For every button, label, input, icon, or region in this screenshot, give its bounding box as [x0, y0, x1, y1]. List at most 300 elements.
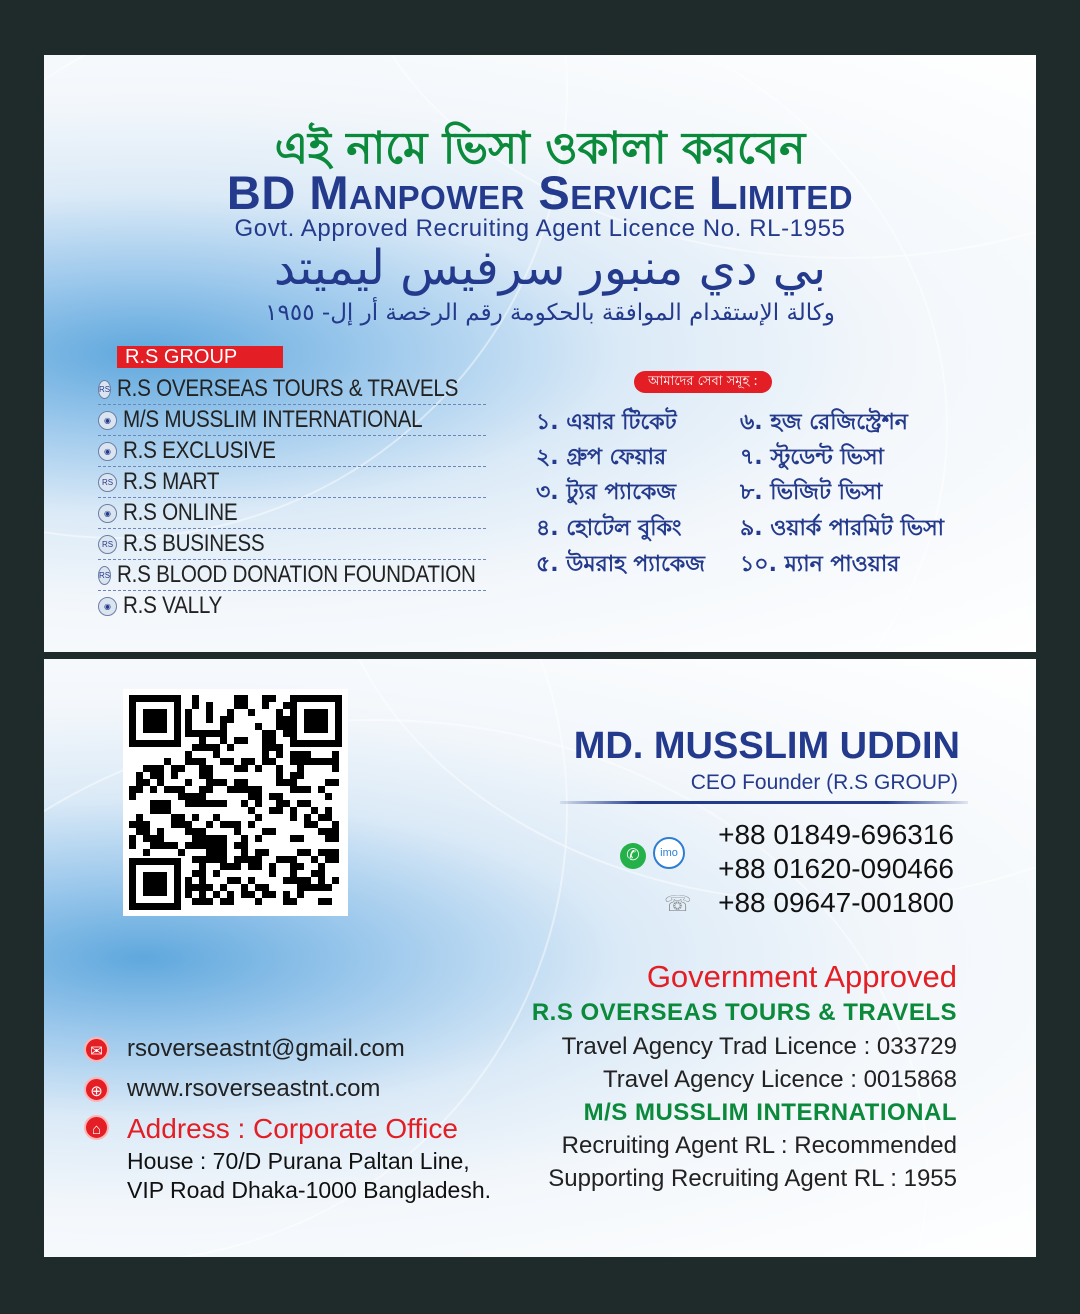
- qr-module: [262, 758, 269, 765]
- qr-module: [311, 884, 318, 891]
- service-item: ৩. ট্যুর প্যাকেজ: [536, 480, 677, 505]
- qr-module: [297, 800, 304, 807]
- qr-module: [199, 800, 206, 807]
- qr-module: [290, 814, 297, 821]
- qr-module: [185, 842, 192, 849]
- qr-module: [262, 891, 269, 898]
- qr-module: [276, 765, 283, 772]
- qr-module: [206, 835, 213, 842]
- qr-module: [220, 863, 227, 870]
- qr-module: [199, 765, 206, 772]
- qr-module: [157, 800, 164, 807]
- qr-module: [171, 814, 178, 821]
- qr-module: [269, 863, 276, 870]
- qr-module: [283, 702, 290, 709]
- qr-module: [227, 877, 234, 884]
- qr-module: [276, 723, 283, 730]
- qr-module: [248, 891, 255, 898]
- qr-module: [297, 758, 304, 765]
- qr-module: [213, 835, 220, 842]
- qr-module: [248, 709, 255, 716]
- service-item: ৪. হোটেল বুকিং: [536, 516, 682, 541]
- qr-module: [290, 807, 297, 814]
- qr-module: [129, 842, 136, 849]
- qr-module: [206, 800, 213, 807]
- qr-module: [255, 793, 262, 800]
- qr-module: [269, 744, 276, 751]
- qr-module: [185, 723, 192, 730]
- email-icon: ✉: [84, 1037, 109, 1062]
- qr-module: [297, 835, 304, 842]
- qr-module: [129, 793, 136, 800]
- qr-module: [241, 849, 248, 856]
- phone-number[interactable]: +88 01620-090466: [718, 853, 954, 884]
- globe-logo-icon: ◉: [98, 442, 117, 461]
- qr-module: [241, 842, 248, 849]
- qr-module: [192, 884, 199, 891]
- qr-module: [311, 870, 318, 877]
- qr-module: [276, 751, 283, 758]
- qr-module: [143, 835, 150, 842]
- qr-module: [220, 821, 227, 828]
- qr-module: [136, 772, 143, 779]
- qr-module: [150, 786, 157, 793]
- qr-module: [325, 793, 332, 800]
- arabic-licence-line: وكالة الإستقدام الموافقة بالحكومة رقم الرخصة أر إل- ١٩٥٥: [265, 300, 835, 326]
- qr-module: [241, 758, 248, 765]
- service-item: ১. এয়ার টিকেট: [536, 410, 677, 435]
- qr-module: [269, 695, 276, 702]
- qr-module: [248, 758, 255, 765]
- trade-licence: Travel Agency Trad Licence : 033729: [561, 1033, 957, 1060]
- qr-module: [297, 877, 304, 884]
- card-back: [44, 659, 1036, 1257]
- qr-module: [269, 737, 276, 744]
- qr-module: [241, 695, 248, 702]
- qr-module: [143, 828, 150, 835]
- qr-module: [199, 842, 206, 849]
- qr-module: [241, 835, 248, 842]
- qr-module: [164, 758, 171, 765]
- qr-module: [199, 772, 206, 779]
- qr-module: [206, 702, 213, 709]
- qr-module: [206, 842, 213, 849]
- qr-module: [241, 856, 248, 863]
- qr-module: [241, 702, 248, 709]
- email-address[interactable]: rsoverseastnt@gmail.com: [127, 1035, 405, 1062]
- qr-module: [332, 856, 339, 863]
- recruiting-licence: Recruiting Agent RL : Recommended: [561, 1132, 957, 1159]
- qr-module: [234, 702, 241, 709]
- qr-module: [192, 793, 199, 800]
- qr-module: [241, 800, 248, 807]
- list-item: RS R.S MART: [98, 468, 486, 498]
- qr-module: [290, 786, 297, 793]
- qr-module: [206, 849, 213, 856]
- qr-module: [241, 786, 248, 793]
- qr-module: [213, 849, 220, 856]
- qr-module: [213, 730, 220, 737]
- qr-module: [206, 744, 213, 751]
- qr-module: [283, 877, 290, 884]
- qr-module: [199, 884, 206, 891]
- card-front: [44, 55, 1036, 652]
- qr-module: [199, 737, 206, 744]
- qr-module: [143, 779, 150, 786]
- list-item: ◉ R.S ONLINE: [98, 499, 486, 529]
- qr-module: [241, 765, 248, 772]
- qr-module: [185, 891, 192, 898]
- qr-module: [332, 821, 339, 828]
- qr-module: [304, 800, 311, 807]
- qr-module: [234, 821, 241, 828]
- qr-module: [220, 835, 227, 842]
- qr-module: [206, 884, 213, 891]
- qr-module: [213, 744, 220, 751]
- qr-module: [213, 856, 220, 863]
- qr-module: [262, 744, 269, 751]
- qr-module: [290, 772, 297, 779]
- qr-module: [290, 870, 297, 877]
- qr-module: [136, 821, 143, 828]
- qr-module: [297, 751, 304, 758]
- qr-module: [199, 891, 206, 898]
- qr-module: [185, 884, 192, 891]
- qr-module: [332, 758, 339, 765]
- globe-logo-icon: ◉: [98, 504, 117, 523]
- qr-module: [185, 751, 192, 758]
- qr-module: [318, 863, 325, 870]
- qr-module: [185, 828, 192, 835]
- qr-module: [185, 793, 192, 800]
- qr-module: [248, 807, 255, 814]
- qr-module: [290, 835, 297, 842]
- qr-module: [136, 814, 143, 821]
- qr-module: [304, 877, 311, 884]
- qr-module: [129, 835, 136, 842]
- qr-module: [206, 779, 213, 786]
- qr-module: [213, 779, 220, 786]
- qr-module: [206, 730, 213, 737]
- qr-module: [262, 730, 269, 737]
- qr-module: [325, 828, 332, 835]
- qr-module: [269, 828, 276, 835]
- qr-module: [185, 709, 192, 716]
- qr-module: [318, 814, 325, 821]
- qr-module: [318, 898, 325, 905]
- company-heading: R.S OVERSEAS TOURS & TRAVELS: [531, 999, 957, 1026]
- qr-module: [283, 891, 290, 898]
- qr-module: [171, 765, 178, 772]
- qr-module: [276, 716, 283, 723]
- qr-module: [248, 856, 255, 863]
- qr-module: [150, 807, 157, 814]
- qr-module: [192, 800, 199, 807]
- qr-module: [325, 898, 332, 905]
- company-name: BD Manpower Service Limited: [226, 166, 854, 219]
- address-line: VIP Road Dhaka-1000 Bangladesh.: [127, 1177, 492, 1203]
- qr-module: [227, 744, 234, 751]
- qr-module: [255, 765, 262, 772]
- qr-module: [220, 737, 227, 744]
- qr-module: [206, 709, 213, 716]
- qr-module: [192, 856, 199, 863]
- phone-number[interactable]: +88 01849-696316: [718, 819, 954, 850]
- qr-module: [283, 723, 290, 730]
- qr-module: [234, 828, 241, 835]
- qr-module: [318, 870, 325, 877]
- qr-module: [213, 814, 220, 821]
- qr-module: [311, 821, 318, 828]
- qr-module: [255, 856, 262, 863]
- qr-module: [206, 786, 213, 793]
- qr-module: [220, 842, 227, 849]
- qr-module: [164, 807, 171, 814]
- qr-module: [143, 765, 150, 772]
- qr-module: [269, 891, 276, 898]
- qr-module: [234, 779, 241, 786]
- qr-module: [199, 835, 206, 842]
- qr-module: [150, 835, 157, 842]
- qr-module: [199, 828, 206, 835]
- qr-module: [220, 800, 227, 807]
- rs-logo-icon: RS: [98, 380, 111, 399]
- qr-module: [234, 695, 241, 702]
- qr-code[interactable]: [123, 689, 348, 916]
- qr-module: [234, 765, 241, 772]
- qr-module: [192, 730, 199, 737]
- list-item: ◉ R.S EXCLUSIVE: [98, 437, 486, 467]
- qr-module: [262, 737, 269, 744]
- qr-module: [192, 870, 199, 877]
- qr-module: [234, 786, 241, 793]
- services-label: আমাদের সেবা সমূহ :: [634, 371, 772, 393]
- qr-module: [192, 898, 199, 905]
- rs-logo-icon: RS: [98, 473, 117, 492]
- qr-module: [283, 898, 290, 905]
- qr-module: [213, 800, 220, 807]
- group-list: [98, 375, 486, 622]
- qr-module: [304, 884, 311, 891]
- qr-module: [192, 814, 199, 821]
- qr-module: [150, 842, 157, 849]
- globe-icon: ⊕: [84, 1077, 109, 1102]
- qr-module: [206, 898, 213, 905]
- qr-module: [213, 842, 220, 849]
- qr-module: [248, 786, 255, 793]
- qr-module: [269, 758, 276, 765]
- qr-module: [220, 730, 227, 737]
- qr-module: [220, 898, 227, 905]
- qr-module: [332, 779, 339, 786]
- qr-module: [269, 793, 276, 800]
- qr-module: [304, 821, 311, 828]
- qr-module: [262, 751, 269, 758]
- arabic-company-name: بي دي منبور سرفيس ليميتد: [273, 240, 827, 296]
- qr-module: [304, 814, 311, 821]
- qr-module: [206, 772, 213, 779]
- qr-module: [297, 849, 304, 856]
- qr-module: [150, 765, 157, 772]
- globe-logo-icon: ◉: [98, 411, 117, 430]
- qr-module: [234, 856, 241, 863]
- ceo-title: CEO Founder (R.S GROUP): [690, 771, 958, 794]
- qr-module: [318, 786, 325, 793]
- qr-module: [227, 891, 234, 898]
- qr-module: [164, 842, 171, 849]
- qr-module: [185, 730, 192, 737]
- qr-module: [199, 877, 206, 884]
- qr-module: [178, 849, 185, 856]
- qr-module: [185, 779, 192, 786]
- qr-module: [136, 786, 143, 793]
- qr-module: [290, 877, 297, 884]
- qr-code-graphic: [123, 689, 348, 916]
- company-heading: M/S MUSSLIM INTERNATIONAL: [583, 1099, 957, 1126]
- qr-module: [255, 723, 262, 730]
- service-item: ২. গ্রুপ ফেয়ার: [536, 445, 667, 470]
- qr-module: [227, 709, 234, 716]
- qr-module: [276, 856, 283, 863]
- qr-module: [290, 856, 297, 863]
- qr-module: [171, 772, 178, 779]
- qr-module: [269, 807, 276, 814]
- list-item: ◉ R.S VALLY: [98, 592, 486, 621]
- qr-module: [290, 758, 297, 765]
- qr-module: [311, 758, 318, 765]
- qr-module: [290, 751, 297, 758]
- qr-module: [276, 807, 283, 814]
- qr-module: [192, 744, 199, 751]
- qr-module: [332, 765, 339, 772]
- qr-module: [234, 842, 241, 849]
- qr-module: [185, 800, 192, 807]
- qr-module: [178, 814, 185, 821]
- qr-module: [248, 877, 255, 884]
- qr-module: [318, 849, 325, 856]
- qr-module: [192, 758, 199, 765]
- qr-module: [192, 835, 199, 842]
- qr-module: [255, 849, 262, 856]
- qr-module: [325, 758, 332, 765]
- licence-line: Govt. Approved Recruiting Agent Licence No. RL-1955: [234, 215, 846, 242]
- qr-module: [199, 758, 206, 765]
- qr-module: [213, 891, 220, 898]
- qr-module: [213, 870, 220, 877]
- qr-module: [262, 884, 269, 891]
- qr-module: [192, 828, 199, 835]
- qr-module: [283, 779, 290, 786]
- qr-module: [304, 786, 311, 793]
- qr-module: [297, 884, 304, 891]
- qr-module: [199, 898, 206, 905]
- group-label: R.S GROUP: [117, 346, 283, 368]
- qr-module: [199, 863, 206, 870]
- qr-module: [332, 828, 339, 835]
- qr-module: [220, 758, 227, 765]
- qr-module: [248, 793, 255, 800]
- list-item: RS R.S BUSINESS: [98, 530, 486, 560]
- qr-module: [290, 779, 297, 786]
- qr-module: [150, 800, 157, 807]
- globe-logo-icon: ◉: [98, 597, 117, 616]
- list-item: RS R.S BLOOD DONATION FOUNDATION: [98, 561, 486, 591]
- qr-module: [206, 821, 213, 828]
- qr-module: [262, 695, 269, 702]
- qr-module: [325, 807, 332, 814]
- qr-module: [206, 716, 213, 723]
- qr-module: [136, 779, 143, 786]
- qr-module: [157, 772, 164, 779]
- qr-module: [178, 765, 185, 772]
- qr-module: [304, 849, 311, 856]
- qr-module: [199, 870, 206, 877]
- qr-module: [206, 856, 213, 863]
- telephone-icon: ☏: [664, 891, 692, 916]
- qr-module: [276, 772, 283, 779]
- qr-module: [150, 772, 157, 779]
- qr-module: [185, 877, 192, 884]
- qr-module: [290, 863, 297, 870]
- qr-module: [318, 828, 325, 835]
- qr-module: [255, 814, 262, 821]
- qr-module: [129, 821, 136, 828]
- rs-logo-icon: RS: [98, 535, 117, 554]
- qr-module: [227, 716, 234, 723]
- divider: [560, 801, 968, 804]
- qr-module: [199, 744, 206, 751]
- qr-module: [220, 716, 227, 723]
- qr-module: [248, 863, 255, 870]
- service-item: ১০. ম্যান পাওয়ার: [740, 552, 900, 577]
- qr-module: [157, 779, 164, 786]
- qr-module: [185, 716, 192, 723]
- qr-module: [241, 737, 248, 744]
- qr-module: [192, 842, 199, 849]
- qr-module: [318, 877, 325, 884]
- list-item: ◉ M/S MUSSLIM INTERNATIONAL: [98, 406, 486, 436]
- qr-module: [255, 863, 262, 870]
- service-item: ৬. হজ রেজিস্ট্রেশন: [740, 410, 908, 435]
- qr-module: [164, 800, 171, 807]
- qr-module: [227, 786, 234, 793]
- address-heading: Address : Corporate Office: [127, 1113, 458, 1144]
- qr-module: [157, 842, 164, 849]
- qr-module: [255, 898, 262, 905]
- phone-number[interactable]: +88 09647-001800: [718, 887, 954, 918]
- qr-module: [304, 751, 311, 758]
- service-item: ৮. ভিজিট ভিসা: [740, 480, 883, 505]
- qr-module: [241, 891, 248, 898]
- address-line: House : 70/D Purana Paltan Line,: [127, 1148, 470, 1174]
- qr-module: [325, 849, 332, 856]
- qr-module: [178, 786, 185, 793]
- qr-module: [276, 744, 283, 751]
- qr-module: [276, 779, 283, 786]
- qr-module: [332, 835, 339, 842]
- qr-module: [276, 709, 283, 716]
- agency-licence: Travel Agency Licence : 0015868: [602, 1066, 957, 1093]
- website-link[interactable]: www.rsoverseastnt.com: [127, 1075, 381, 1102]
- qr-module: [255, 835, 262, 842]
- list-item: RS R.S OVERSEAS TOURS & TRAVELS: [98, 375, 486, 405]
- qr-module: [227, 758, 234, 765]
- qr-module: [199, 793, 206, 800]
- qr-module: [178, 821, 185, 828]
- qr-module: [192, 695, 199, 702]
- qr-module: [178, 793, 185, 800]
- qr-module: [332, 877, 339, 884]
